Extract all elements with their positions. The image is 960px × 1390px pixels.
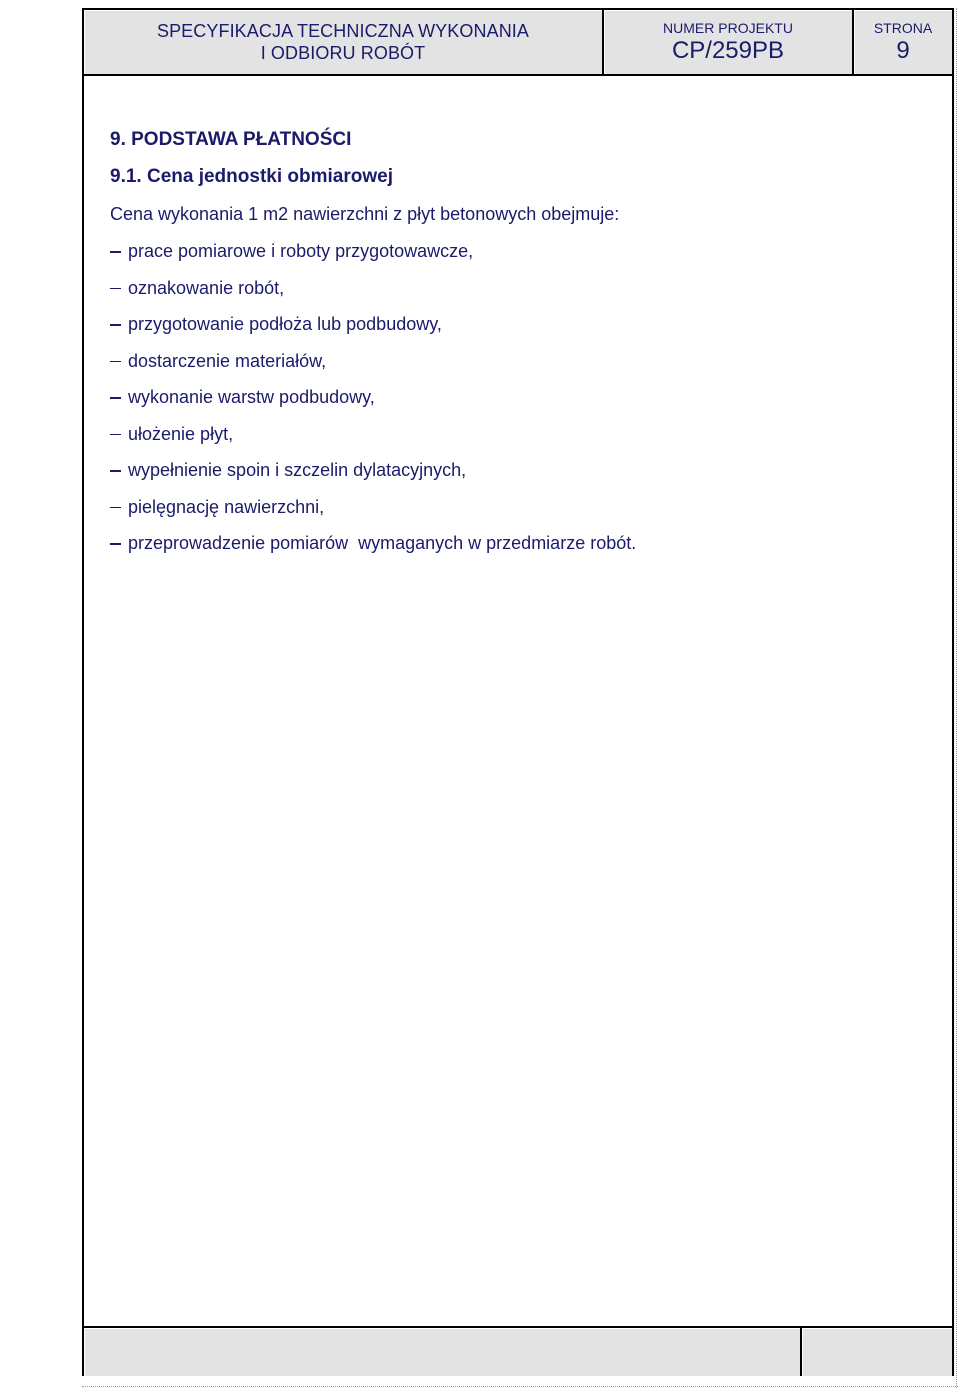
list-item [110, 312, 940, 349]
dash-bullet-icon [110, 458, 128, 482]
header-title-line-1: SPECYFIKACJA TECHNICZNA WYKONANIA [156, 21, 530, 41]
page-number: 9 [896, 37, 910, 64]
list-item [110, 422, 940, 459]
footer-cell-left [84, 1328, 802, 1376]
list-item [110, 495, 940, 532]
header-title-cell [84, 10, 604, 74]
document-body [110, 128, 940, 568]
footer-cell-right [802, 1328, 952, 1376]
header-project-cell [604, 10, 854, 74]
header-page-cell [854, 10, 952, 74]
dash-bullet-icon [110, 349, 128, 373]
list-item-text: dostarczenie materiałów, [128, 350, 327, 371]
list-item-text: pielęgnację nawierzchni, [128, 496, 325, 517]
list-item-text: wypełnienie spoin i szczelin dylatacyjnych, [128, 460, 467, 480]
list-item-text: przygotowanie podłoża lub podbudowy, [128, 314, 442, 334]
footer-table [84, 1326, 952, 1376]
list-item [110, 385, 940, 422]
page-edge-right [956, 8, 957, 1388]
list-item-text: oznakowanie robót, [128, 277, 285, 298]
list-item [110, 349, 940, 386]
dash-bullet-icon [110, 422, 128, 446]
list-item-text: ułożenie płyt, [128, 423, 234, 444]
dash-bullet-icon [110, 385, 128, 409]
list-item-text: prace pomiarowe i roboty przygotowawcze, [128, 241, 474, 261]
page-frame [82, 8, 954, 1376]
dash-bullet-icon [110, 531, 128, 555]
header-title-line-2: I ODBIORU ROBÓT [260, 43, 426, 63]
header-table [84, 10, 952, 76]
dash-bullet-icon [110, 239, 128, 263]
intro-paragraph: Cena wykonania 1 m2 nawierzchni z płyt betonowych obejmuje: [110, 204, 620, 224]
list-item-text: przeprowadzenie pomiarów wymaganych w przedmiarze robót. [128, 533, 637, 553]
dash-bullet-icon [110, 495, 128, 519]
project-label: NUMER PROJEKTU [663, 20, 793, 36]
list-item [110, 239, 940, 276]
project-number: CP/259PB [671, 37, 785, 64]
subsection-heading: 9.1. Cena jednostki obmiarowej [110, 166, 393, 187]
page-label: STRONA [873, 20, 933, 36]
dash-bullet-icon [110, 312, 128, 336]
list-item [110, 276, 940, 313]
dash-bullet-icon [110, 276, 128, 300]
list-item [110, 458, 940, 495]
page-edge-bottom [82, 1386, 958, 1387]
section-heading: 9. PODSTAWA PŁATNOŚCI [110, 129, 352, 150]
list-item-text: wykonanie warstw podbudowy, [128, 387, 375, 407]
list-item [110, 531, 940, 568]
scope-list [110, 239, 940, 568]
